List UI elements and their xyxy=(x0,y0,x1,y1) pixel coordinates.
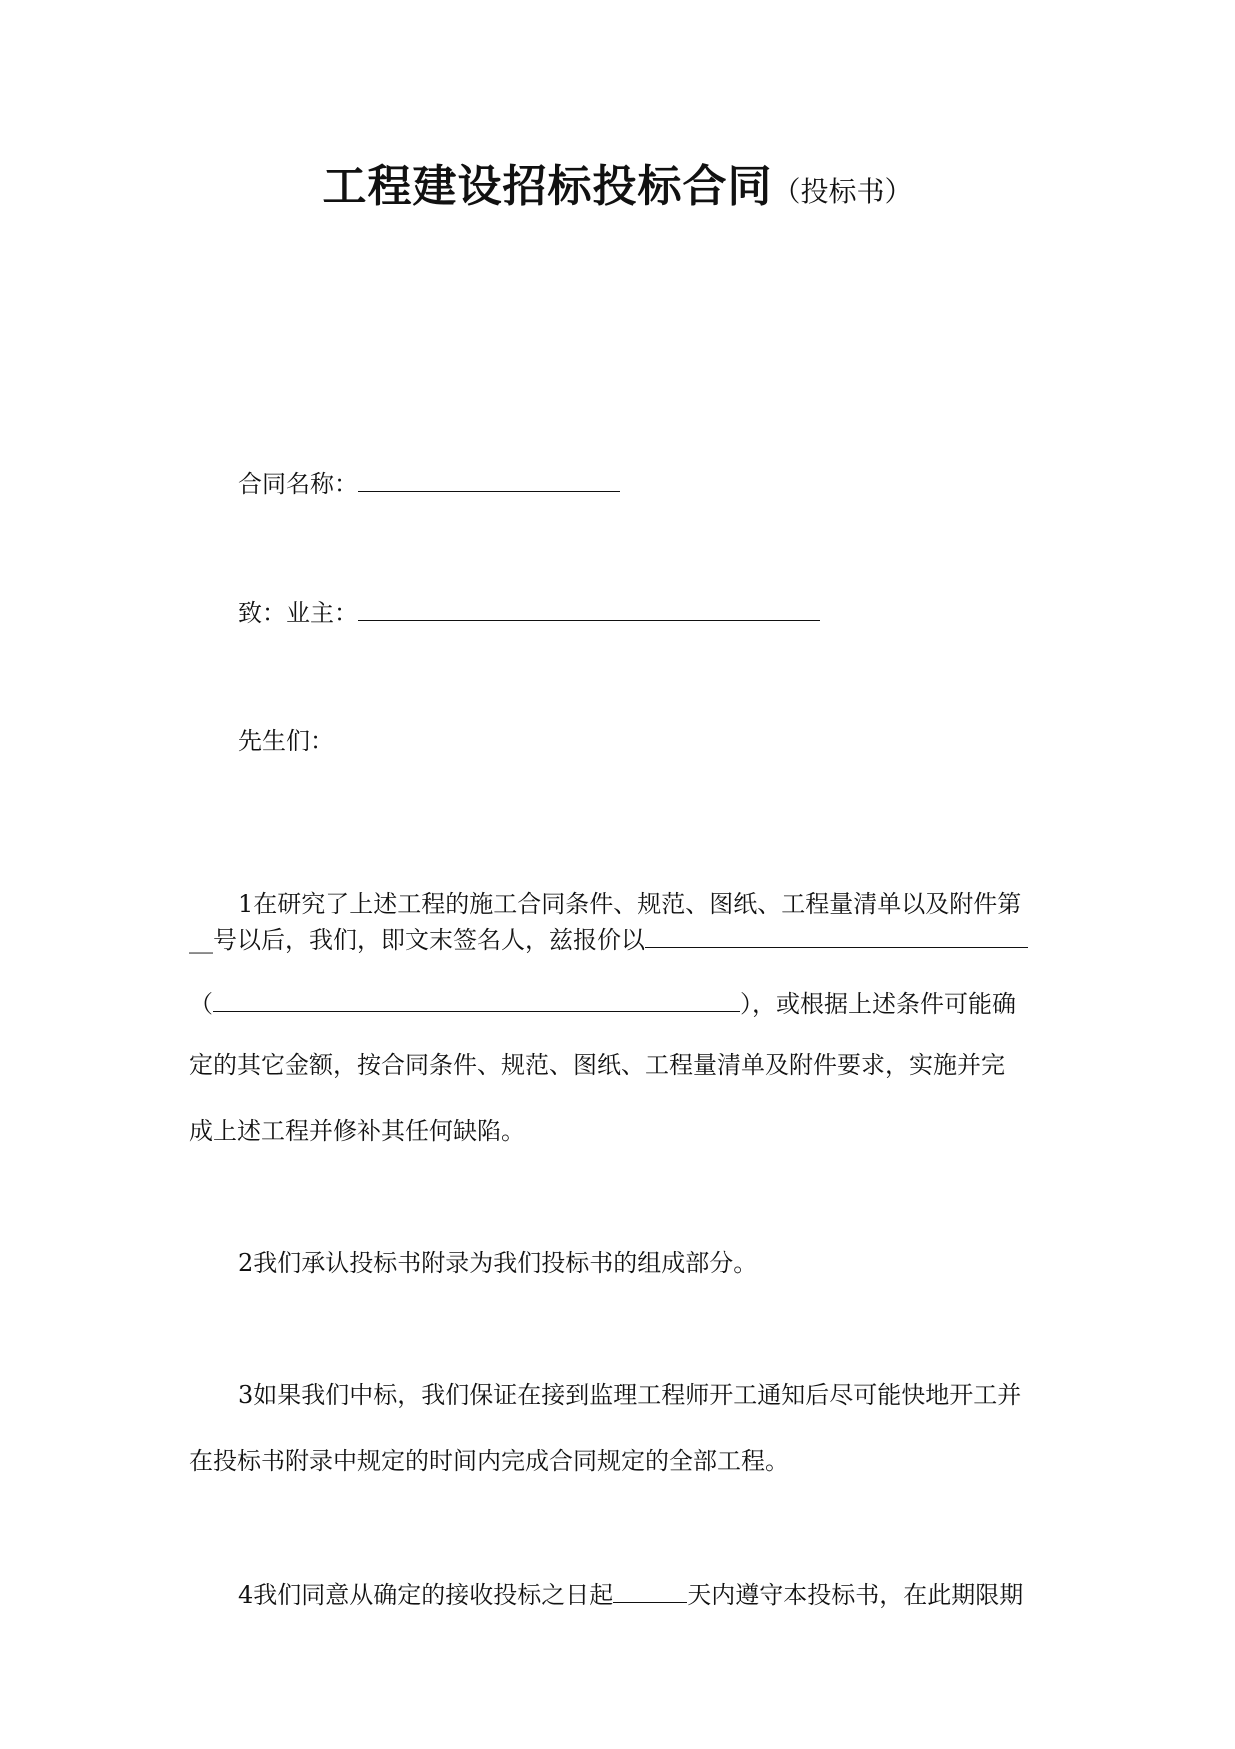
clause-1-line-5: 成上述工程并修补其任何缺陷。 xyxy=(189,1117,525,1145)
clause-1-text-cont: ），或根据上述条件可能确 xyxy=(740,990,1016,1018)
recipient-label: 致：业主： xyxy=(238,599,358,627)
clause-4-line-1 xyxy=(238,1576,1023,1611)
clause-3-line-1: 3如果我们中标，我们保证在接到监理工程师开工通知后尽可能快地开工并 xyxy=(238,1381,1022,1409)
contract-name-blank xyxy=(358,465,620,492)
paren-open: （ xyxy=(189,990,213,1018)
clause-1-text: __号以后，我们，即文末签名人，兹报价以 xyxy=(189,926,645,954)
salutation: 先生们： xyxy=(238,727,334,755)
title-main: 工程建设招标投标合同 xyxy=(322,161,773,212)
clause-1-line-1: 1在研究了上述工程的施工合同条件、规范、图纸、工程量清单以及附件第 xyxy=(238,890,1022,918)
recipient-blank xyxy=(358,594,820,621)
clause-2: 2我们承认投标书附录为我们投标书的组成部分。 xyxy=(238,1249,758,1277)
clause-3-line-2: 在投标书附录中规定的时间内完成合同规定的全部工程。 xyxy=(189,1447,789,1475)
clause-1-line-2 xyxy=(189,921,1028,956)
document-title xyxy=(0,150,1235,214)
contract-name-label: 合同名称： xyxy=(238,470,358,498)
bid-price-words-blank xyxy=(213,985,740,1012)
title-suffix: （投标书） xyxy=(772,175,913,208)
clause-1-line-4: 定的其它金额，按合同条件、规范、图纸、工程量清单及附件要求，实施并完 xyxy=(189,1051,1005,1079)
recipient-line xyxy=(238,594,820,629)
clause-1-line-3 xyxy=(189,985,1016,1020)
clause-4-text-cont: 天内遵守本投标书，在此期限期 xyxy=(687,1581,1024,1609)
contract-name-line xyxy=(238,465,620,500)
validity-days-blank xyxy=(613,1576,687,1603)
bid-price-blank xyxy=(645,921,1028,948)
clause-4-text: 4我们同意从确定的接收投标之日起 xyxy=(238,1581,614,1609)
